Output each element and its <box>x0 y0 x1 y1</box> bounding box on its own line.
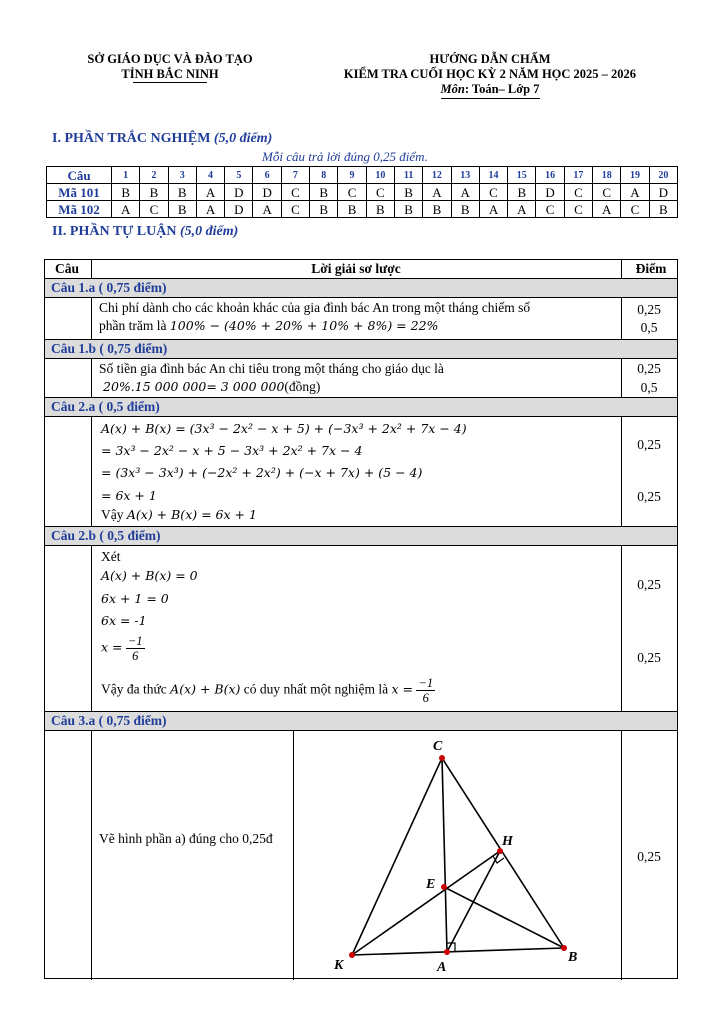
q1a-line2-text: phần trăm là <box>99 318 170 333</box>
question-number: 1 <box>112 167 140 184</box>
q1b-line2 <box>103 378 320 395</box>
answer-cell: A <box>253 201 281 218</box>
answer-key-table <box>46 166 678 218</box>
header-right <box>300 52 680 99</box>
label-B: B <box>568 950 578 965</box>
point-B <box>561 945 567 951</box>
q2b-line2: 6x + 1 = 0 <box>101 591 169 606</box>
answer-cell: C <box>281 201 309 218</box>
essay-table <box>44 259 678 979</box>
answer-cell: B <box>451 201 479 218</box>
question-number: 14 <box>479 167 507 184</box>
segment-KB <box>352 948 564 955</box>
part1-points: (5,0 điểm) <box>213 131 273 146</box>
answer-cell: A <box>196 184 224 201</box>
question-number: 20 <box>649 167 677 184</box>
col-solution-header: Lời giải sơ lược <box>311 261 401 276</box>
col-divider <box>621 545 622 711</box>
answer-row-101 <box>47 184 678 201</box>
answer-cell: B <box>112 184 140 201</box>
q1a-formula: 100% − (40% + 20% + 10% + 8%) = 22% <box>169 318 439 333</box>
q1b-score2: 0,5 <box>640 380 658 395</box>
question-number: 19 <box>621 167 649 184</box>
col-divider <box>621 260 622 279</box>
answer-cell: A <box>508 201 536 218</box>
answer-cell: D <box>225 201 253 218</box>
q2a-score2: 0,25 <box>637 489 661 504</box>
subject-value: : Toán– Lớp 7 <box>464 82 540 96</box>
q1a-score1: 0,25 <box>637 302 661 317</box>
answer-row-102 <box>47 201 678 218</box>
answer-cell: B <box>338 201 366 218</box>
answer-cell: B <box>168 201 196 218</box>
q2b-conclusion-fraction <box>416 676 435 705</box>
q2b-conclusion <box>101 676 435 705</box>
segment-KH <box>352 851 500 955</box>
answer-cell: B <box>394 201 422 218</box>
answer-cell: C <box>593 184 621 201</box>
answer-cell: D <box>253 184 281 201</box>
answer-cell: A <box>479 201 507 218</box>
point-K <box>349 952 355 958</box>
answer-cell: C <box>338 184 366 201</box>
answer-header-row <box>47 167 678 184</box>
question-number: 18 <box>593 167 621 184</box>
q3a-text: Vẽ hình phần a) đúng cho 0,25đ <box>99 831 273 846</box>
question-number: 17 <box>564 167 592 184</box>
q2b-conclusion-x: x = <box>391 681 414 697</box>
geometry-figure <box>294 731 620 979</box>
col-divider <box>91 260 92 279</box>
figure-lines <box>352 758 564 955</box>
question-number: 6 <box>253 167 281 184</box>
question-number: 7 <box>281 167 309 184</box>
label-E: E <box>426 877 436 892</box>
question-number: 8 <box>310 167 338 184</box>
answer-cell: B <box>168 184 196 201</box>
q2a-conclusion-formula: A(x) + B(x) = 6x + 1 <box>126 507 257 522</box>
q2b-score1: 0,25 <box>637 577 661 592</box>
segment-EB <box>444 887 564 948</box>
answer-cell: A <box>112 201 140 218</box>
answer-cell: A <box>196 201 224 218</box>
answer-cell: C <box>281 184 309 201</box>
q1a-line1: Chi phí dành cho các khoản khác của gia đình bác An trong một tháng chiếm số <box>99 300 531 315</box>
q1b-title: Câu 1.b ( 0,75 điểm) <box>45 340 677 358</box>
q2b-x-eq: x = <box>101 639 123 655</box>
q2a-conclusion-text: Vậy <box>101 507 127 522</box>
row-rule <box>45 416 677 417</box>
q2a-line2: = 3x³ − 2x² − x + 5 − 3x³ + 2x² + 7x − 4 <box>101 443 363 458</box>
segment-CA <box>442 758 447 952</box>
answer-cell: A <box>593 201 621 218</box>
part1-title <box>52 131 272 147</box>
header-rule <box>133 82 207 83</box>
fraction-numerator: −1 <box>418 676 434 690</box>
col-divider <box>91 730 92 980</box>
fraction-denominator: 6 <box>132 649 139 663</box>
q2b-score2: 0,25 <box>637 650 661 665</box>
answer-header-label: Câu <box>47 167 112 184</box>
subject-line <box>441 82 540 99</box>
question-number: 16 <box>536 167 564 184</box>
part2-points: (5,0 điểm) <box>179 224 239 239</box>
q2b-line3: 6x = -1 <box>101 613 147 628</box>
answer-cell: B <box>649 201 677 218</box>
exam-code: Mã 101 <box>47 184 112 201</box>
question-number: 13 <box>451 167 479 184</box>
q2a-title: Câu 2.a ( 0,5 điểm) <box>45 398 677 416</box>
segment-CB <box>442 758 564 948</box>
label-A: A <box>437 960 447 975</box>
province-name: TỈNH BẮC NINH <box>121 67 219 81</box>
question-number: 15 <box>508 167 536 184</box>
q2a-score1: 0,25 <box>637 437 661 452</box>
answer-cell: C <box>479 184 507 201</box>
q2b-intro: Xét <box>101 549 121 564</box>
answer-cell: C <box>536 201 564 218</box>
col-divider <box>91 358 92 398</box>
question-number: 3 <box>168 167 196 184</box>
segment-CK <box>352 758 442 955</box>
q1b-unit: (đồng) <box>284 379 321 394</box>
q1a-line2 <box>99 317 438 334</box>
q3a-title: Câu 3.a ( 0,75 điểm) <box>45 712 677 730</box>
doc-title: HƯỚNG DẪN CHẤM <box>429 52 551 66</box>
figure-points <box>349 755 567 958</box>
col-divider <box>91 297 92 339</box>
question-number: 10 <box>366 167 394 184</box>
q2b-title: Câu 2.b ( 0,5 điểm) <box>45 527 677 545</box>
q2a-line1: A(x) + B(x) = (3x³ − 2x² − x + 5) + (−3x³ + 2x² + 7x − 4) <box>101 421 467 436</box>
col-score-header: Điểm <box>635 261 667 276</box>
label-C: C <box>433 739 443 754</box>
answer-cell: A <box>621 184 649 201</box>
answer-cell: B <box>394 184 422 201</box>
fraction-numerator: −1 <box>127 634 143 648</box>
answer-cell: B <box>508 184 536 201</box>
answer-cell: B <box>310 184 338 201</box>
answer-cell: C <box>140 201 168 218</box>
q2b-line1: A(x) + B(x) = 0 <box>101 568 198 583</box>
q2b-conclusion-text1: Vậy đa thức <box>101 681 171 697</box>
question-number: 4 <box>196 167 224 184</box>
q2b-conclusion-formula: A(x) + B(x) <box>170 681 241 697</box>
q2a-line3: = (3x³ − 3x³) + (−2x² + 2x²) + (−x + 7x) + (5 − 4) <box>101 465 423 480</box>
q1b-score1: 0,25 <box>637 361 661 376</box>
row-rule <box>45 358 677 359</box>
q1a-title: Câu 1.a ( 0,75 điểm) <box>45 279 677 297</box>
answer-cell: A <box>423 184 451 201</box>
fraction-denominator: 6 <box>422 691 429 705</box>
header-left <box>60 52 280 83</box>
label-K: K <box>334 958 344 973</box>
answer-cell: C <box>366 184 394 201</box>
q1b-line1: Số tiền gia đình bác An chi tiêu trong một tháng cho giáo dục là <box>99 361 444 376</box>
part1-note: Mỗi câu trả lời đúng 0,25 điểm. <box>262 149 428 164</box>
answer-cell: C <box>621 201 649 218</box>
q1a-score2: 0,5 <box>640 320 658 335</box>
department-name: SỞ GIÁO DỤC VÀ ĐÀO TẠO <box>87 52 253 66</box>
answer-cell: D <box>649 184 677 201</box>
answer-cell: B <box>310 201 338 218</box>
part2-heading: II. PHẦN TỰ LUẬN <box>52 224 180 239</box>
q2b-fraction <box>126 634 145 663</box>
answer-cell: A <box>451 184 479 201</box>
exam-code: Mã 102 <box>47 201 112 218</box>
row-rule <box>45 545 677 546</box>
answer-cell: B <box>366 201 394 218</box>
q3a-score: 0,25 <box>637 849 661 864</box>
col-divider <box>91 545 92 711</box>
subject-label: Môn <box>440 82 465 96</box>
question-number: 2 <box>140 167 168 184</box>
point-E <box>441 884 447 890</box>
answer-cell: D <box>536 184 564 201</box>
q2b-solution <box>101 634 145 663</box>
answer-cell: B <box>423 201 451 218</box>
part1-heading: I. PHẦN TRẮC NGHIỆM <box>52 131 214 146</box>
question-number: 5 <box>225 167 253 184</box>
q2a-line4: = 6x + 1 <box>101 488 157 503</box>
point-A <box>444 949 450 955</box>
answer-cell: C <box>564 184 592 201</box>
col-question-header: Câu <box>55 261 80 276</box>
q2a-conclusion <box>101 506 257 523</box>
col-divider <box>91 416 92 526</box>
row-rule <box>45 297 677 298</box>
q2b-conclusion-text2: có duy nhất một nghiệm là <box>240 681 392 697</box>
answer-cell: B <box>140 184 168 201</box>
question-number: 12 <box>423 167 451 184</box>
label-H: H <box>502 834 513 849</box>
question-number: 9 <box>338 167 366 184</box>
exam-title: KIỂM TRA CUỐI HỌC KỲ 2 NĂM HỌC 2025 – 2026 <box>343 67 637 81</box>
answer-cell: C <box>564 201 592 218</box>
point-C <box>439 755 445 761</box>
col-divider <box>621 416 622 526</box>
answer-cell: D <box>225 184 253 201</box>
q1b-formula: 20%.15 000 000= 3 000 000 <box>103 379 285 394</box>
part2-title <box>52 224 238 240</box>
question-number: 11 <box>394 167 422 184</box>
